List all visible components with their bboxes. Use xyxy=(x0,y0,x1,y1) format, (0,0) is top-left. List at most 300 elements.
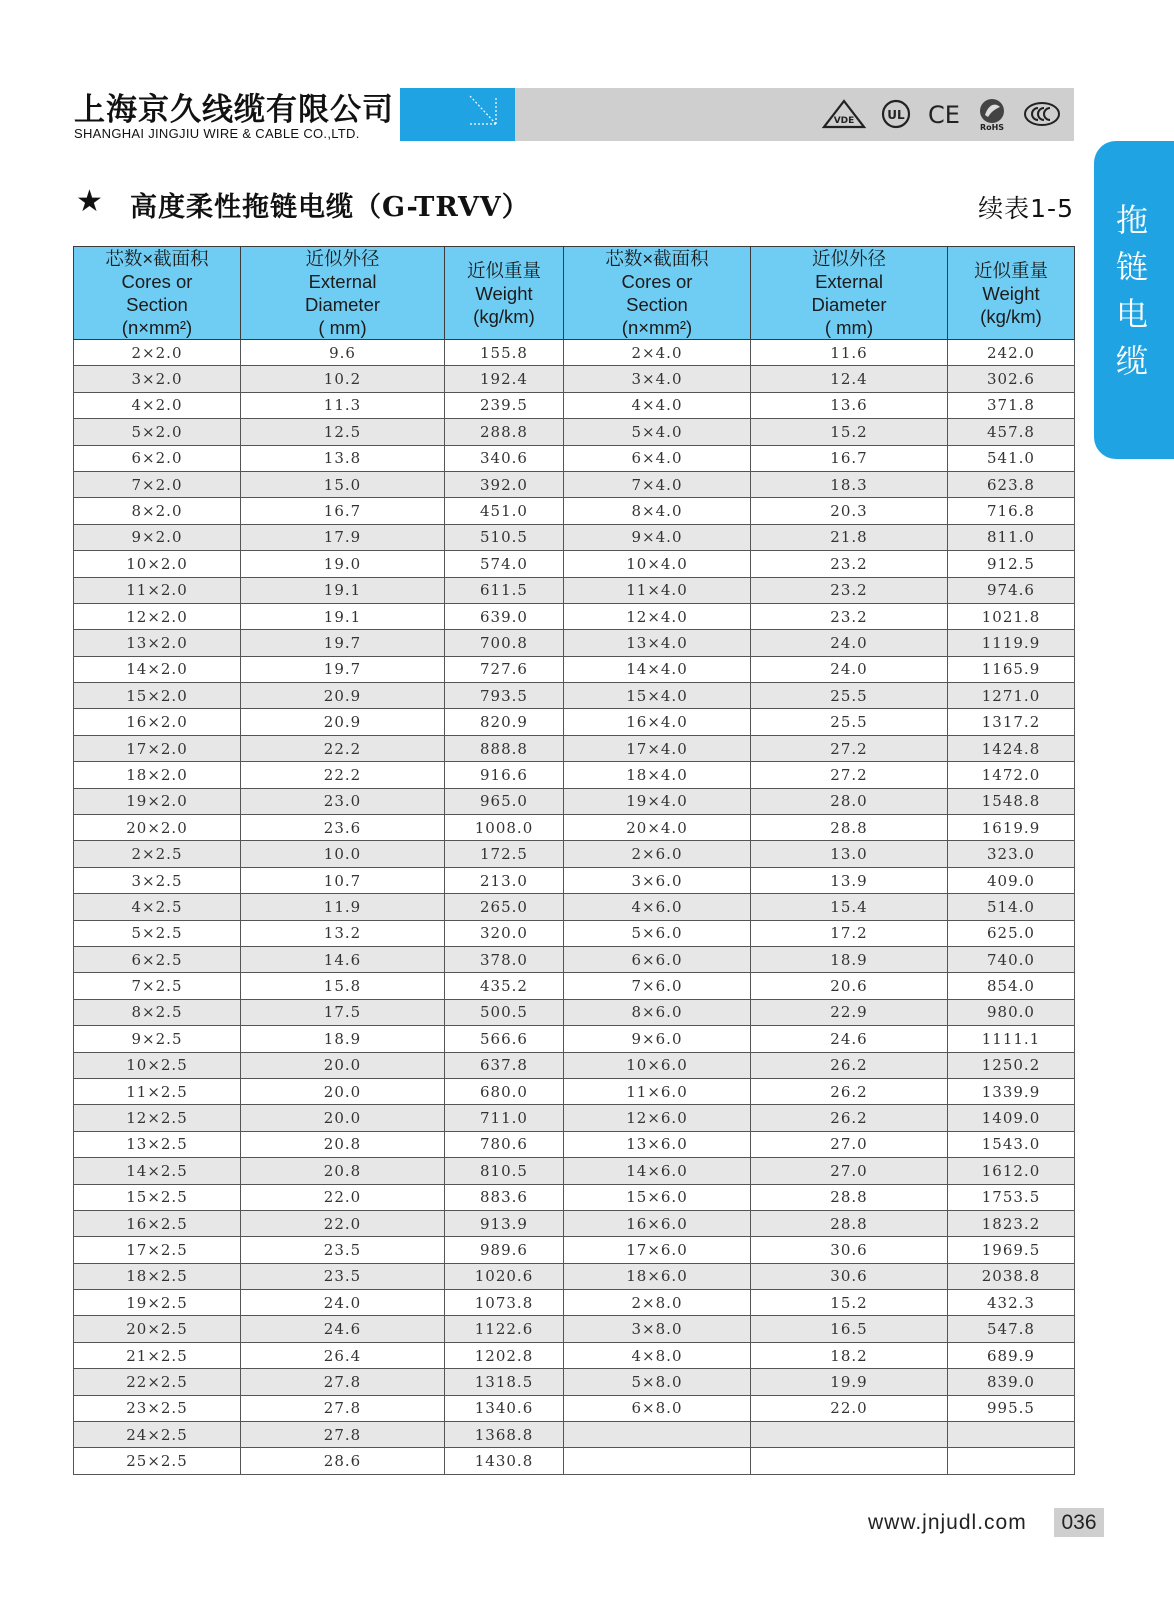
ul-icon xyxy=(880,98,912,130)
table-cell: 1317.2 xyxy=(948,709,1075,735)
vde-icon xyxy=(822,99,866,129)
page-number: 036 xyxy=(1054,1508,1104,1537)
table-cell: 17×2.5 xyxy=(74,1237,241,1263)
table-cell: 15.4 xyxy=(751,894,948,920)
table-row xyxy=(74,683,1075,709)
table-cell: 22.2 xyxy=(241,762,445,788)
table-row xyxy=(74,973,1075,999)
table-cell: 19.1 xyxy=(241,577,445,603)
table-cell: 3×8.0 xyxy=(564,1316,751,1342)
table-cell: 20.0 xyxy=(241,1105,445,1131)
table-cell: 23.2 xyxy=(751,551,948,577)
table-cell: 19.1 xyxy=(241,603,445,629)
table-cell: 1122.6 xyxy=(445,1316,564,1342)
table-cell: 20.9 xyxy=(241,683,445,709)
column-header-line: ( mm) xyxy=(824,317,874,338)
table-row xyxy=(74,419,1075,445)
rohs-icon xyxy=(976,97,1008,131)
table-cell: 155.8 xyxy=(445,340,564,366)
table-cell: 23.5 xyxy=(241,1237,445,1263)
table-cell: 24×2.5 xyxy=(74,1422,241,1448)
table-row xyxy=(74,946,1075,972)
table-cell: 888.8 xyxy=(445,735,564,761)
table-cell: 13.8 xyxy=(241,445,445,471)
table-cell: 8×6.0 xyxy=(564,999,751,1025)
table-cell: 514.0 xyxy=(948,894,1075,920)
table-row xyxy=(74,762,1075,788)
ce-icon xyxy=(926,99,962,129)
table-cell: 9×2.0 xyxy=(74,524,241,550)
table-row xyxy=(74,656,1075,682)
table-cell: 392.0 xyxy=(445,471,564,497)
column-header xyxy=(564,247,751,340)
table-cell: 11.3 xyxy=(241,392,445,418)
table-row xyxy=(74,1237,1075,1263)
table-cell: 16×4.0 xyxy=(564,709,751,735)
table-row xyxy=(74,1052,1075,1078)
table-cell: 27.8 xyxy=(241,1369,445,1395)
table-cell: 1318.5 xyxy=(445,1369,564,1395)
table-cell xyxy=(948,1448,1075,1474)
column-header xyxy=(445,247,564,340)
table-cell: 14×6.0 xyxy=(564,1158,751,1184)
table-cell: 11.6 xyxy=(751,340,948,366)
table-cell: 639.0 xyxy=(445,603,564,629)
table-row xyxy=(74,603,1075,629)
table-cell: 16×2.0 xyxy=(74,709,241,735)
table-cell xyxy=(564,1448,751,1474)
table-cell: 8×2.5 xyxy=(74,999,241,1025)
column-header-line: External xyxy=(308,271,377,292)
table-cell: 213.0 xyxy=(445,867,564,893)
table-cell: 20×2.0 xyxy=(74,815,241,841)
table-cell: 17.5 xyxy=(241,999,445,1025)
table-cell: 1250.2 xyxy=(948,1052,1075,1078)
table-cell: 242.0 xyxy=(948,340,1075,366)
table-cell: 1021.8 xyxy=(948,603,1075,629)
table-cell: 23.0 xyxy=(241,788,445,814)
table-cell: 566.6 xyxy=(445,1026,564,1052)
table-row xyxy=(74,524,1075,550)
table-cell: 12.5 xyxy=(241,419,445,445)
table-cell: 26.2 xyxy=(751,1105,948,1131)
table-cell: 15.2 xyxy=(751,1290,948,1316)
table-cell: 23.6 xyxy=(241,815,445,841)
table-cell: 27.0 xyxy=(751,1158,948,1184)
table-row xyxy=(74,788,1075,814)
table-cell: 1008.0 xyxy=(445,815,564,841)
table-row xyxy=(74,1369,1075,1395)
table-cell: 18×2.5 xyxy=(74,1263,241,1289)
column-header-line: Cores or xyxy=(121,271,193,292)
table-cell: 28.6 xyxy=(241,1448,445,1474)
table-cell: 1368.8 xyxy=(445,1422,564,1448)
table-cell: 913.9 xyxy=(445,1210,564,1236)
column-header-line: Cores or xyxy=(621,271,693,292)
table-cell: 24.6 xyxy=(751,1026,948,1052)
table-cell: 793.5 xyxy=(445,683,564,709)
table-cell: 18×6.0 xyxy=(564,1263,751,1289)
table-row xyxy=(74,1422,1075,1448)
column-header-line: 芯数×截面积 xyxy=(105,248,209,269)
table-cell: 727.6 xyxy=(445,656,564,682)
table-cell: 5×4.0 xyxy=(564,419,751,445)
table-cell: 1753.5 xyxy=(948,1184,1075,1210)
table-cell: 323.0 xyxy=(948,841,1075,867)
table-cell: 30.6 xyxy=(751,1263,948,1289)
table-cell: 780.6 xyxy=(445,1131,564,1157)
table-cell: 24.0 xyxy=(241,1290,445,1316)
corner-mark-icon xyxy=(400,88,515,141)
table-cell: 18.2 xyxy=(751,1342,948,1368)
table-cell: 2×6.0 xyxy=(564,841,751,867)
table-cell: 13×2.5 xyxy=(74,1131,241,1157)
table-cell: 740.0 xyxy=(948,946,1075,972)
table-cell: 9.6 xyxy=(241,340,445,366)
table-cell: 1612.0 xyxy=(948,1158,1075,1184)
table-cell: 6×8.0 xyxy=(564,1395,751,1421)
table-cell: 12×2.5 xyxy=(74,1105,241,1131)
table-cell: 409.0 xyxy=(948,867,1075,893)
header-blue-block xyxy=(400,88,515,141)
table-cell: 27.0 xyxy=(751,1131,948,1157)
table-cell: 19×4.0 xyxy=(564,788,751,814)
table-cell: 680.0 xyxy=(445,1078,564,1104)
table-cell: 1202.8 xyxy=(445,1342,564,1368)
table-cell: 9×6.0 xyxy=(564,1026,751,1052)
table-cell: 16×2.5 xyxy=(74,1210,241,1236)
table-cell: 28.8 xyxy=(751,1184,948,1210)
table-row xyxy=(74,709,1075,735)
table-cell: 11×6.0 xyxy=(564,1078,751,1104)
table-cell: 13×2.0 xyxy=(74,630,241,656)
star-icon: ★ xyxy=(76,184,103,219)
table-cell: 17.2 xyxy=(751,920,948,946)
table-cell: 810.5 xyxy=(445,1158,564,1184)
table-cell: 689.9 xyxy=(948,1342,1075,1368)
table-cell: 2×2.0 xyxy=(74,340,241,366)
table-cell: 22.2 xyxy=(241,735,445,761)
table-row xyxy=(74,920,1075,946)
table-cell: 25×2.5 xyxy=(74,1448,241,1474)
table-cell: 547.8 xyxy=(948,1316,1075,1342)
table-cell: 500.5 xyxy=(445,999,564,1025)
column-header-line: 近似重量 xyxy=(973,259,1048,281)
table-cell: 10×6.0 xyxy=(564,1052,751,1078)
table-cell: 24.0 xyxy=(751,656,948,682)
ce-icon-text: CE xyxy=(928,101,960,129)
table-cell: 18.3 xyxy=(751,471,948,497)
table-cell: 457.8 xyxy=(948,419,1075,445)
table-cell: 23.2 xyxy=(751,603,948,629)
column-header-line: External xyxy=(815,271,883,292)
table-cell: 22.9 xyxy=(751,999,948,1025)
table-cell: 23.5 xyxy=(241,1263,445,1289)
table-cell: 15.8 xyxy=(241,973,445,999)
table-cell: 17.9 xyxy=(241,524,445,550)
table-cell: 15×6.0 xyxy=(564,1184,751,1210)
table-cell: 15×2.0 xyxy=(74,683,241,709)
table-cell: 20.8 xyxy=(241,1131,445,1157)
rohs-icon-text: RoHS xyxy=(979,123,1005,131)
table-cell: 288.8 xyxy=(445,419,564,445)
ul-icon-text: UL xyxy=(887,108,905,122)
table-cell: 26.2 xyxy=(751,1052,948,1078)
table-cell xyxy=(751,1422,948,1448)
table-row xyxy=(74,867,1075,893)
table-cell: 995.5 xyxy=(948,1395,1075,1421)
column-header xyxy=(751,247,948,340)
table-cell: 3×2.0 xyxy=(74,366,241,392)
table-cell: 20×4.0 xyxy=(564,815,751,841)
table-cell: 883.6 xyxy=(445,1184,564,1210)
table-cell: 3×4.0 xyxy=(564,366,751,392)
table-cell: 17×4.0 xyxy=(564,735,751,761)
table-cell: 4×4.0 xyxy=(564,392,751,418)
table-cell: 989.6 xyxy=(445,1237,564,1263)
table-cell: 27.2 xyxy=(751,735,948,761)
table-cell: 637.8 xyxy=(445,1052,564,1078)
table-cell: 4×2.5 xyxy=(74,894,241,920)
table-cell: 2038.8 xyxy=(948,1263,1075,1289)
column-header-line: 近似重量 xyxy=(466,259,541,281)
table-cell: 15×4.0 xyxy=(564,683,751,709)
table-cell: 28.0 xyxy=(751,788,948,814)
table-cell: 10.0 xyxy=(241,841,445,867)
table-cell: 7×4.0 xyxy=(564,471,751,497)
table-cell: 1619.9 xyxy=(948,815,1075,841)
table-cell: 5×2.0 xyxy=(74,419,241,445)
table-cell: 378.0 xyxy=(445,946,564,972)
table-row xyxy=(74,577,1075,603)
table-cell: 6×2.0 xyxy=(74,445,241,471)
table-cell: 23×2.5 xyxy=(74,1395,241,1421)
column-header-line: (kg/km) xyxy=(980,305,1042,327)
table-cell: 25.5 xyxy=(751,683,948,709)
column-header-line: 芯数×截面积 xyxy=(605,248,709,269)
table-cell: 18×2.0 xyxy=(74,762,241,788)
table-cell: 14×4.0 xyxy=(564,656,751,682)
table-cell: 14.6 xyxy=(241,946,445,972)
table-cell: 18.9 xyxy=(241,1026,445,1052)
table-cell: 2×2.5 xyxy=(74,841,241,867)
table-row xyxy=(74,551,1075,577)
table-cell: 19.7 xyxy=(241,630,445,656)
table-row xyxy=(74,1342,1075,1368)
column-header-line: 近似外径 xyxy=(811,248,886,269)
table-cell: 1271.0 xyxy=(948,683,1075,709)
table-cell: 14×2.5 xyxy=(74,1158,241,1184)
table-cell: 28.8 xyxy=(751,1210,948,1236)
table-cell: 11×4.0 xyxy=(564,577,751,603)
table-row xyxy=(74,498,1075,524)
table-body xyxy=(74,340,1075,1475)
table-cell: 11×2.0 xyxy=(74,577,241,603)
table-row xyxy=(74,815,1075,841)
table-row xyxy=(74,392,1075,418)
table-cell: 1543.0 xyxy=(948,1131,1075,1157)
certification-logos xyxy=(822,96,1062,132)
company-name-en: SHANGHAI JINGJIU WIRE & CABLE CO.,LTD. xyxy=(74,126,360,141)
table-cell: 4×6.0 xyxy=(564,894,751,920)
table-cell: 19.7 xyxy=(241,656,445,682)
table-cell: 1969.5 xyxy=(948,1237,1075,1263)
table-row xyxy=(74,366,1075,392)
table-cell: 12×4.0 xyxy=(564,603,751,629)
column-header-line: Weight xyxy=(982,282,1040,304)
table-cell: 18.9 xyxy=(751,946,948,972)
column-header-line: (n×mm²) xyxy=(121,317,193,338)
table-cell: 18×4.0 xyxy=(564,762,751,788)
table-row xyxy=(74,1316,1075,1342)
table-cell: 1472.0 xyxy=(948,762,1075,788)
table-cell xyxy=(564,1422,751,1448)
table-cell: 2×4.0 xyxy=(564,340,751,366)
table-row xyxy=(74,1448,1075,1474)
table-cell: 16×6.0 xyxy=(564,1210,751,1236)
table-cell: 1020.6 xyxy=(445,1263,564,1289)
table-cell: 611.5 xyxy=(445,577,564,603)
table-cell: 20.8 xyxy=(241,1158,445,1184)
section-title-row xyxy=(76,183,1074,227)
table-cell: 912.5 xyxy=(948,551,1075,577)
table-cell xyxy=(751,1448,948,1474)
table-row xyxy=(74,1105,1075,1131)
table-cell: 26.4 xyxy=(241,1342,445,1368)
table-cell: 974.6 xyxy=(948,577,1075,603)
table-cell: 3×2.5 xyxy=(74,867,241,893)
table-cell: 14×2.0 xyxy=(74,656,241,682)
column-header-line: Section xyxy=(626,294,688,315)
table-cell: 8×4.0 xyxy=(564,498,751,524)
table-cell: 21×2.5 xyxy=(74,1342,241,1368)
table-cell: 1340.6 xyxy=(445,1395,564,1421)
table-cell: 22.0 xyxy=(241,1184,445,1210)
table-cell: 20.3 xyxy=(751,498,948,524)
table-cell: 9×2.5 xyxy=(74,1026,241,1052)
table-cell: 1339.9 xyxy=(948,1078,1075,1104)
table-cell: 980.0 xyxy=(948,999,1075,1025)
table-row xyxy=(74,1263,1075,1289)
table-cell: 13.0 xyxy=(751,841,948,867)
column-header xyxy=(241,247,445,340)
table-cell: 24.0 xyxy=(751,630,948,656)
table-cell: 25.5 xyxy=(751,709,948,735)
table-cell: 700.8 xyxy=(445,630,564,656)
table-row xyxy=(74,1026,1075,1052)
table-row xyxy=(74,1078,1075,1104)
table-cell: 15.0 xyxy=(241,471,445,497)
table-cell: 20.6 xyxy=(751,973,948,999)
table-cell: 27.2 xyxy=(751,762,948,788)
table-row xyxy=(74,999,1075,1025)
table-cell: 340.6 xyxy=(445,445,564,471)
table-cell: 16.5 xyxy=(751,1316,948,1342)
table-cell: 10.2 xyxy=(241,366,445,392)
table-row xyxy=(74,1158,1075,1184)
table-cell: 11.9 xyxy=(241,894,445,920)
table-cell: 5×8.0 xyxy=(564,1369,751,1395)
table-cell: 320.0 xyxy=(445,920,564,946)
table-row xyxy=(74,340,1075,366)
table-cell: 22×2.5 xyxy=(74,1369,241,1395)
column-header-line: 近似外径 xyxy=(305,248,380,269)
table-cell: 265.0 xyxy=(445,894,564,920)
table-cell: 1409.0 xyxy=(948,1105,1075,1131)
table-row xyxy=(74,1290,1075,1316)
column-header-line: (n×mm²) xyxy=(621,317,693,338)
column-header xyxy=(74,247,241,340)
table-cell: 1823.2 xyxy=(948,1210,1075,1236)
table-cell: 7×2.5 xyxy=(74,973,241,999)
table-header xyxy=(74,247,1075,340)
table-cell: 20.0 xyxy=(241,1078,445,1104)
column-header-line: (kg/km) xyxy=(473,305,535,327)
table-cell: 1424.8 xyxy=(948,735,1075,761)
table-cell: 6×6.0 xyxy=(564,946,751,972)
table-cell: 6×2.5 xyxy=(74,946,241,972)
table-row xyxy=(74,841,1075,867)
ccc-icon xyxy=(1022,100,1062,128)
vde-icon-text: VDE xyxy=(833,116,855,126)
table-cell: 2×8.0 xyxy=(564,1290,751,1316)
table-cell: 3×6.0 xyxy=(564,867,751,893)
table-cell: 5×6.0 xyxy=(564,920,751,946)
table-cell: 172.5 xyxy=(445,841,564,867)
table-cell: 21.8 xyxy=(751,524,948,550)
table-cell: 30.6 xyxy=(751,1237,948,1263)
side-category-tab xyxy=(1094,141,1174,459)
table-cell: 916.6 xyxy=(445,762,564,788)
table-cell: 6×4.0 xyxy=(564,445,751,471)
table-cell: 4×8.0 xyxy=(564,1342,751,1368)
table-cell: 20.0 xyxy=(241,1052,445,1078)
table-cell: 5×2.5 xyxy=(74,920,241,946)
table-cell: 716.8 xyxy=(948,498,1075,524)
table-cell: 239.5 xyxy=(445,392,564,418)
column-header-line: Section xyxy=(126,294,188,315)
table-row xyxy=(74,1184,1075,1210)
table-cell: 1119.9 xyxy=(948,630,1075,656)
column-header-line: ( mm) xyxy=(318,317,367,338)
table-row xyxy=(74,471,1075,497)
cable-spec-table xyxy=(73,246,1075,1475)
table-row xyxy=(74,445,1075,471)
table-cell: 8×2.0 xyxy=(74,498,241,524)
table-cell: 10×2.5 xyxy=(74,1052,241,1078)
table-cell: 13×4.0 xyxy=(564,630,751,656)
table-row xyxy=(74,894,1075,920)
column-header-line: Diameter xyxy=(811,294,887,315)
table-cell: 10×4.0 xyxy=(564,551,751,577)
table-cell: 9×4.0 xyxy=(564,524,751,550)
table-cell: 22.0 xyxy=(241,1210,445,1236)
table-cell: 451.0 xyxy=(445,498,564,524)
table-cell: 13.6 xyxy=(751,392,948,418)
company-name-cn: 上海京久线缆有限公司 xyxy=(74,92,394,128)
table-cell: 623.8 xyxy=(948,471,1075,497)
table-row xyxy=(74,1131,1075,1157)
table-cell: 28.8 xyxy=(751,815,948,841)
table-cell: 27.8 xyxy=(241,1422,445,1448)
table-cell: 17×2.0 xyxy=(74,735,241,761)
table-cell: 854.0 xyxy=(948,973,1075,999)
table-cell: 432.3 xyxy=(948,1290,1075,1316)
table-cell: 12×6.0 xyxy=(564,1105,751,1131)
table-cell: 19×2.0 xyxy=(74,788,241,814)
table-cell: 17×6.0 xyxy=(564,1237,751,1263)
table-cell: 16.7 xyxy=(751,445,948,471)
